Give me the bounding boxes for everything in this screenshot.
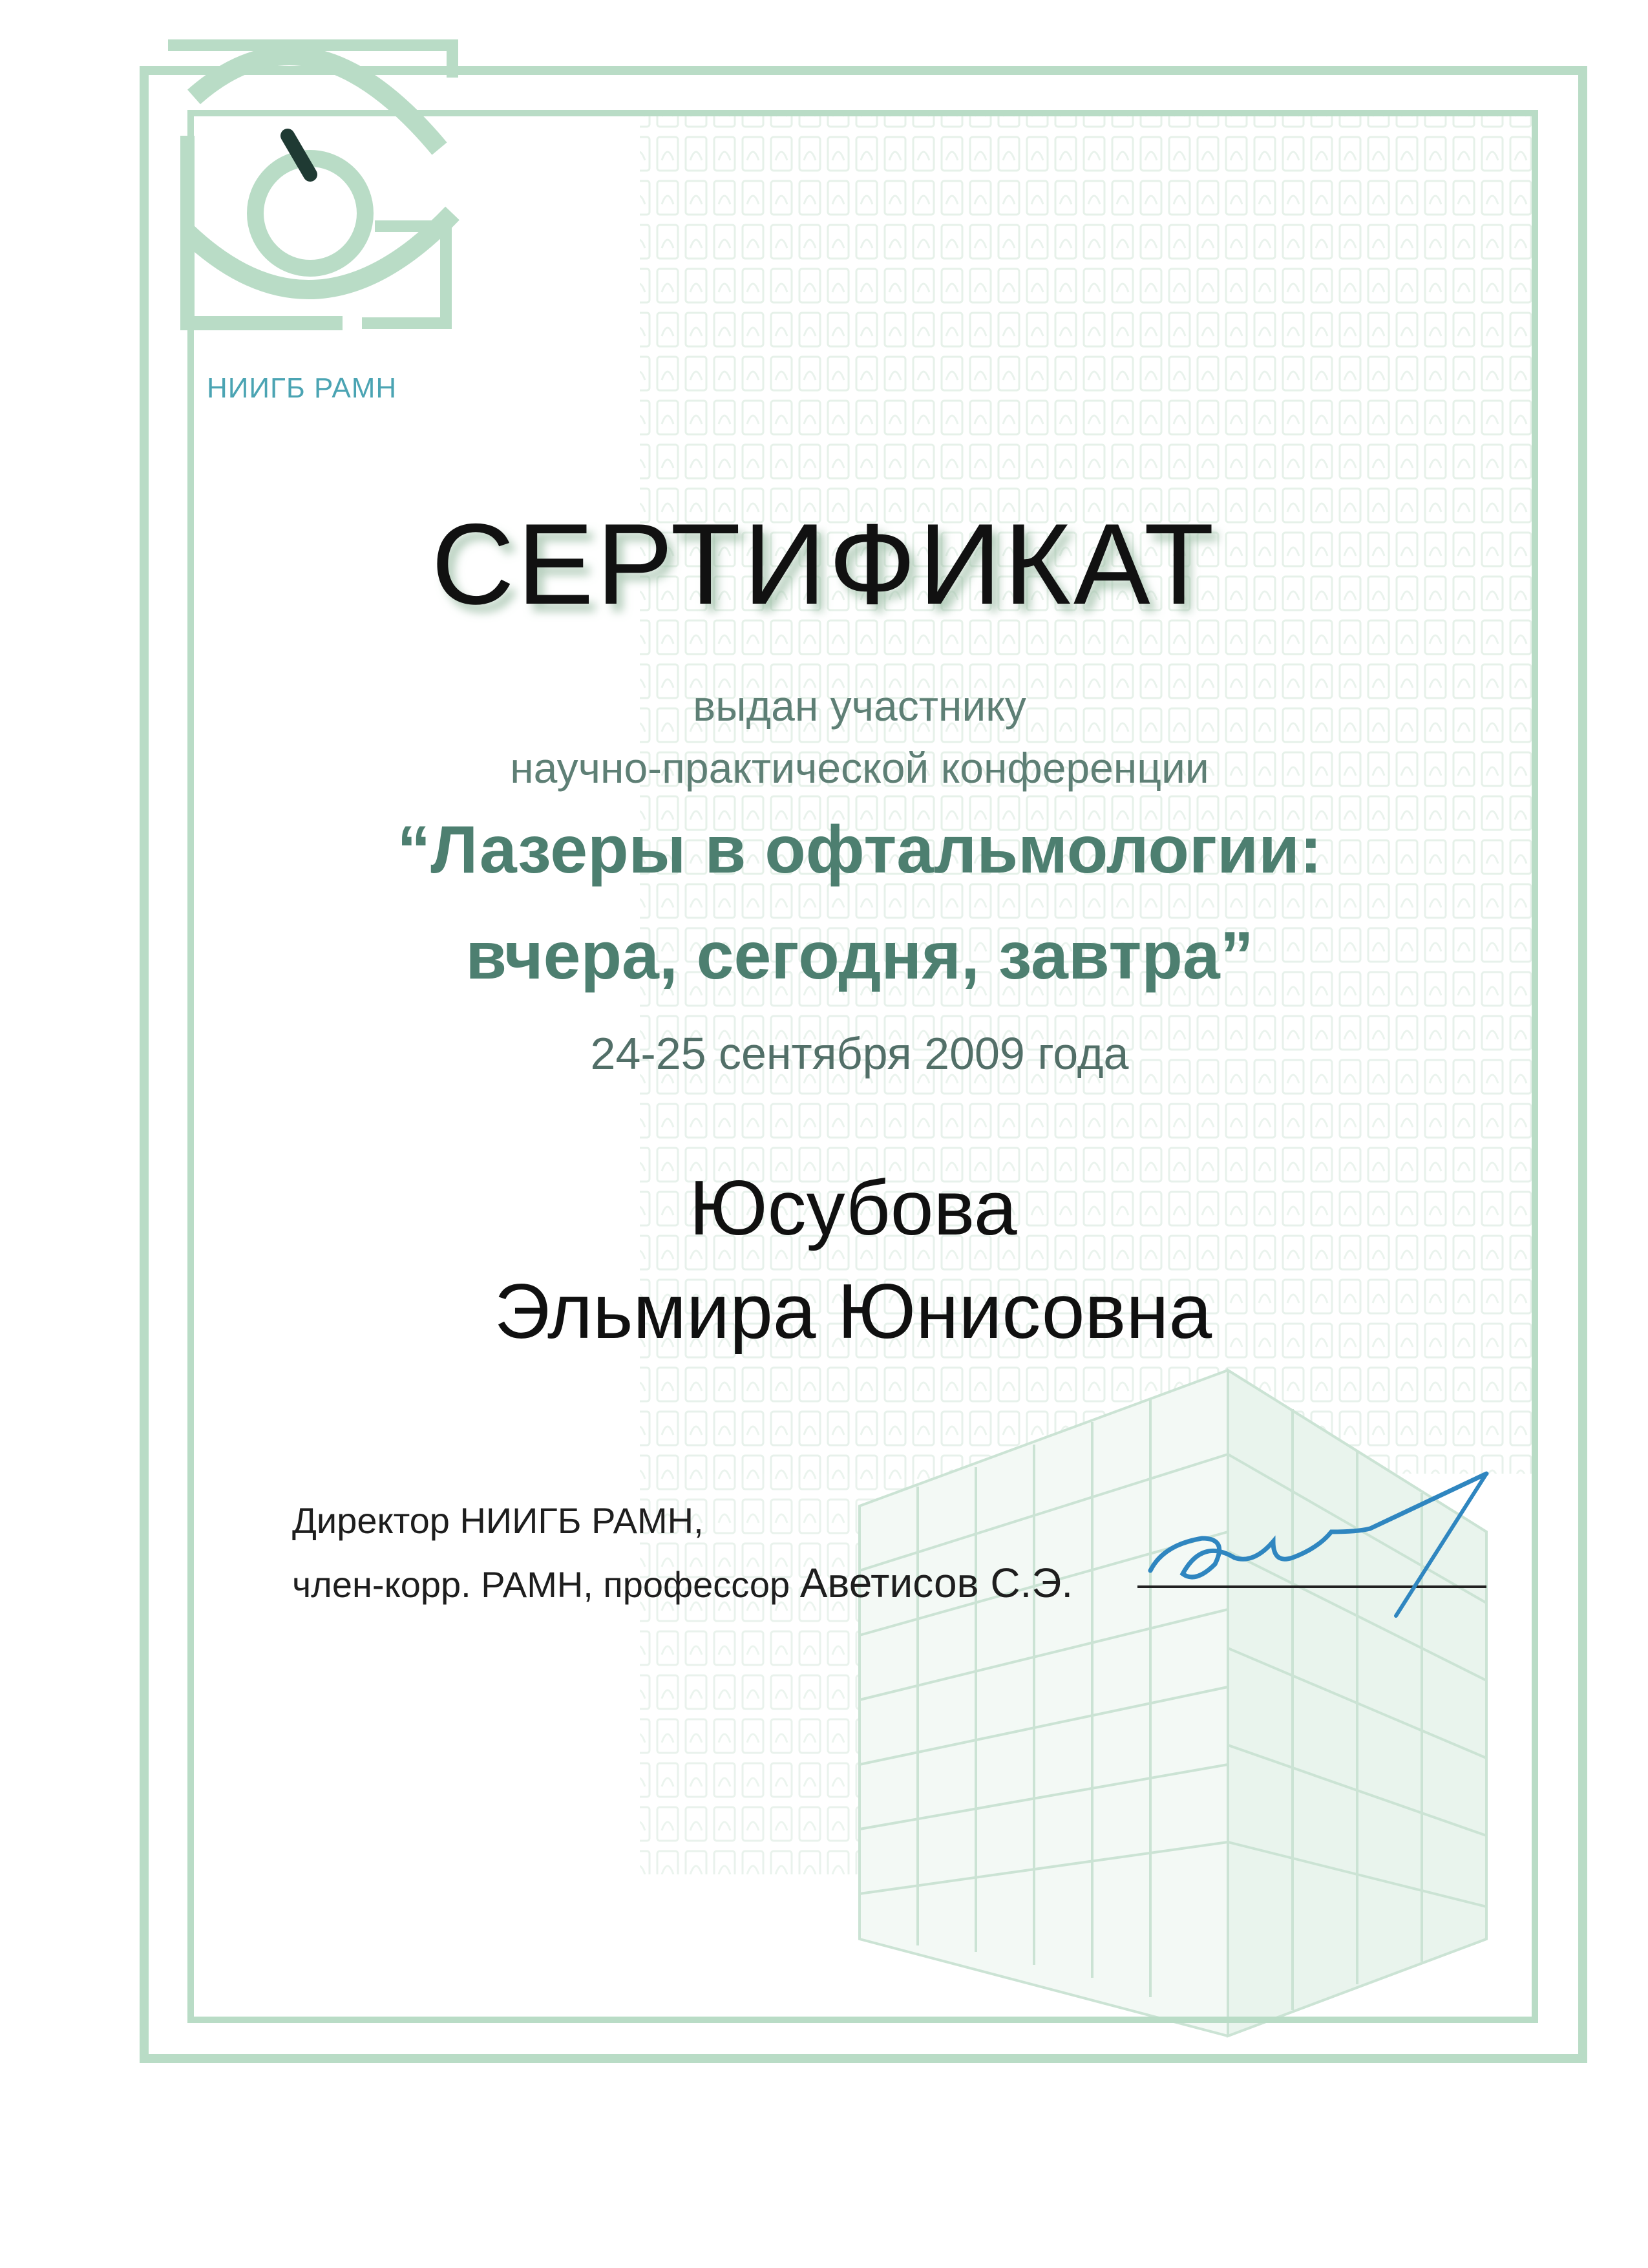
org-name: НИИГБ РАМН xyxy=(207,372,397,404)
certificate-title: СЕРТИФИКАТ xyxy=(431,500,1217,628)
recipient-name: Эльмира Юнисовна xyxy=(494,1268,1212,1355)
signatory-position: член-корр. РАМН, профессор xyxy=(292,1564,800,1605)
conference-title-line-2: вчера, сегодня, завтра” xyxy=(465,918,1254,993)
signatory-line xyxy=(292,1559,1073,1607)
issued-to-text: выдан участнику xyxy=(693,682,1026,730)
conference-type-text: научно-практической конференции xyxy=(510,744,1209,792)
signatory-name: Аветисов С.Э. xyxy=(799,1560,1073,1606)
conference-date: 24-25 сентября 2009 года xyxy=(590,1028,1129,1079)
eye-logo xyxy=(149,19,485,368)
signature xyxy=(1125,1435,1525,1648)
signatory-title: Директор НИИГБ РАМН, xyxy=(292,1500,704,1541)
conference-title-line-1: “Лазеры в офтальмологии: xyxy=(397,812,1322,887)
recipient-surname: Юсубова xyxy=(689,1165,1017,1251)
